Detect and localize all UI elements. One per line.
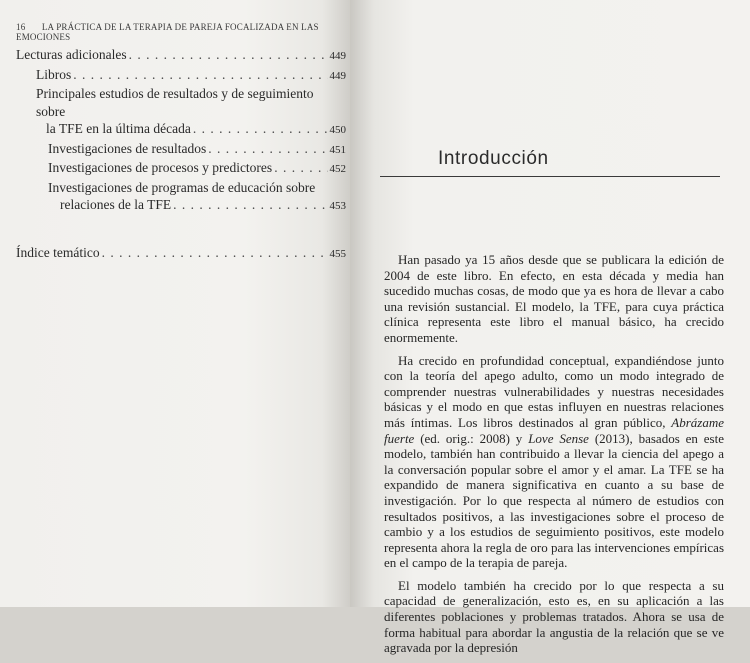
- page-number: 16: [16, 22, 26, 32]
- book-title: Abrázame fuerte: [384, 414, 724, 446]
- toc-entry-title: Investigaciones de procesos y predictores: [48, 160, 273, 175]
- book-title: Love Sense: [528, 430, 589, 446]
- toc-entry: [16, 244, 346, 264]
- toc-entry-title-line: Principales estudios de resultados y de seguimiento sobre: [36, 86, 314, 119]
- dot-leader: [129, 46, 328, 64]
- chapter-title-rule: [380, 176, 720, 177]
- running-head-text: LA PRÁCTICA DE LA TERAPIA DE PAREJA FOCALIZADA EN LAS EMOCIONES: [16, 22, 319, 42]
- toc-entry-page: 449: [329, 50, 346, 62]
- toc-entry-page: 449: [329, 69, 346, 82]
- toc-entry: [16, 140, 346, 160]
- chapter-title: Introducción: [438, 148, 549, 169]
- toc-entry-title-line: Investigaciones de programas de educación sobre: [48, 179, 316, 195]
- toc-entry: [16, 66, 346, 86]
- running-head: [16, 22, 350, 42]
- paragraph: Ha crecido en profundidad conceptual, expandiéndose junto con la teoría del apego adulto, como un modo integrado de comprender nuestras vulnerabilidades y nuestras necesidades básicas y el modo en que estas influyen en nuestras relaciones más íntimas. Los libros destinados al gran público, Abrázame fuerte (ed. orig.: 2008) y Love Sense (2013), basados en este modelo, también han contribuido a llevar la ciencia del apego a la conversación popular sobre el amor y el amar. La TFE se ha expandido de manera significativa en cuanto a su base de investigación. Por lo que respecta al número de estudios con resultados positivos, a las investigaciones sobre el proceso de cambio y a los estudios de seguimiento positivos, este modelo representa ahora la regla de oro para las intervenciones empíricas en el campo de la terapia de pareja.: [384, 352, 724, 571]
- toc-entry-title: Investigaciones de resultados: [48, 140, 207, 156]
- dot-leader: [193, 120, 328, 138]
- toc-entry: [16, 179, 346, 216]
- toc-entry-title-line: relaciones de la TFE: [60, 197, 172, 212]
- toc-entry: [16, 85, 346, 140]
- toc-entry-title: Índice temático: [16, 244, 100, 260]
- toc-entry-page: 451: [329, 143, 346, 156]
- left-page: [0, 0, 350, 607]
- toc-entry-page: 450: [329, 124, 346, 136]
- table-of-contents: [16, 46, 346, 263]
- toc-entry-title: Libros: [36, 66, 72, 82]
- body-text: [384, 252, 724, 663]
- toc-entry-page: 455: [329, 247, 346, 260]
- toc-entry-page: 452: [329, 163, 346, 175]
- dot-leader: [208, 140, 327, 158]
- dot-leader: [274, 159, 327, 177]
- dot-leader: [102, 244, 328, 262]
- paragraph: El modelo también ha crecido por lo que respecta a su capacidad de generalización, esto es, en su aplicación a las diferentes poblaciones y problemas tratados. Ahora se usa de forma habitual para abordar la angustia de la relación que se ve agravada por la depresión: [384, 577, 724, 656]
- dot-leader: [73, 66, 327, 84]
- toc-entry-title-line: la TFE en la última década: [46, 121, 191, 136]
- toc-entry: [16, 159, 346, 179]
- toc-entry: [16, 46, 346, 66]
- paragraph: Han pasado ya 15 años desde que se publicara la edición de 2004 de este libro. En efecto, en esta década y media han sucedido muchas cosas, de modo que ya es hora de llevar a cabo una revisión sustancial. El modelo, la TFE, para cuya práctica clínica representa este libro el manual básico, ha crecido enormemente.: [384, 252, 724, 345]
- toc-entry-page: 453: [329, 200, 346, 212]
- toc-entry-title: Lecturas adicionales: [16, 47, 127, 62]
- dot-leader: [173, 196, 327, 214]
